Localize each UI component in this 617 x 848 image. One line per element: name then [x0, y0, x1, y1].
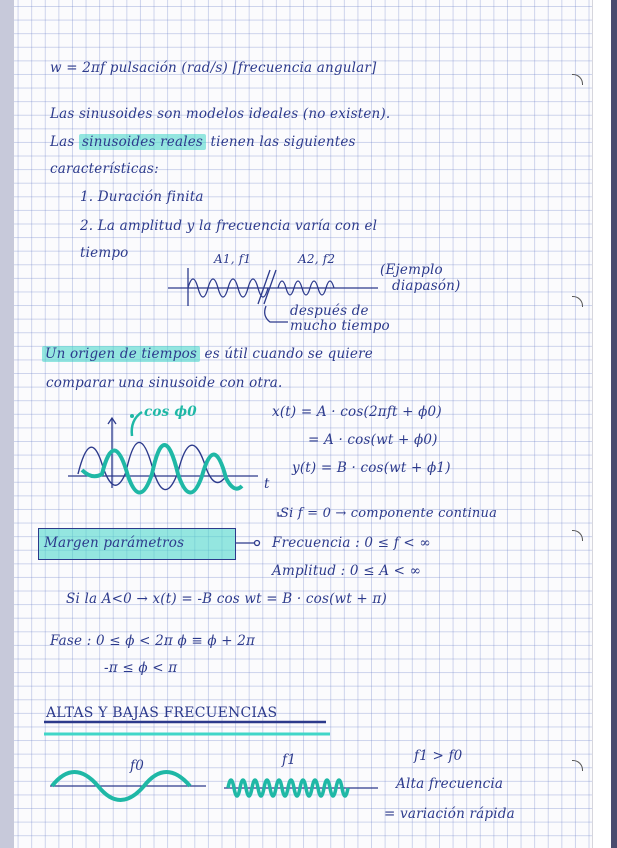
phase-shift-sketch [68, 412, 258, 493]
sketch-break-2 [264, 270, 276, 304]
list-item-1: 1. Duración finita [80, 189, 204, 205]
sketch-arrow [265, 306, 288, 322]
intro-line-3: características: [50, 161, 159, 177]
wave-label-a1f1: A1, f1 [214, 252, 252, 266]
cos-phi0-label: cos ϕ0 [144, 404, 197, 420]
equation-x-t: x(t) = A · cos(2πft + ϕ0) [272, 404, 442, 420]
equation-x-t-omega: = A · cos(wt + ϕ0) [308, 432, 438, 448]
fast-variation-text: = variación rápida [384, 806, 515, 822]
high-frequency-wave [224, 780, 378, 796]
finite-sinusoid-sketch [168, 268, 378, 322]
example-label-2: diapasón) [392, 278, 461, 294]
intro-line-2-pre: Las [50, 134, 75, 150]
low-frequency-wave [50, 772, 206, 800]
phase-sketch-point [130, 414, 134, 418]
highlight-time-origin: Un origen de tiempos [42, 346, 200, 362]
intro-line-2-post: tienen las siguientes [210, 134, 356, 150]
frequency-range: Frecuencia : 0 ≤ f < ∞ [272, 535, 431, 551]
equation-y-t: y(t) = B · cos(wt + ϕ1) [292, 460, 451, 476]
list-item-2-cont: tiempo [80, 245, 129, 261]
high-frequency-text: Alta frecuencia [396, 776, 504, 792]
arrow-box-to-params [236, 512, 282, 546]
axis-t-label: t [264, 476, 270, 492]
list-item-2: 2. La amplitud y la frecuencia varía con el [80, 218, 378, 234]
example-label-1: (Ejemplo [380, 262, 443, 278]
note-f-zero: Si f = 0 → componente continua [280, 506, 498, 521]
omega-definition: w = 2πf pulsación (rad/s) [frecuencia angular] [50, 60, 377, 76]
section-underline [44, 722, 330, 734]
high-freq-label: f1 [282, 752, 296, 768]
time-origin-line-2: comparar una sinusoide con otra. [46, 375, 283, 391]
phase-sketch-wave-teal [82, 445, 242, 493]
phase-range: Fase : 0 ≤ ϕ < 2π ϕ ≡ ϕ + 2π [50, 633, 256, 649]
phase-range-alt: -π ≤ ϕ < π [104, 660, 178, 676]
amplitude-range: Amplitud : 0 ≤ A < ∞ [272, 563, 422, 579]
section-title: ALTAS Y BAJAS FRECUENCIAS [46, 705, 278, 721]
freq-compare: f1 > f0 [414, 748, 463, 764]
sketch-break-1 [258, 270, 270, 304]
highlight-real-sinusoids: sinusoides reales [79, 134, 206, 150]
after-label-1: después de [290, 303, 369, 319]
low-freq-label: f0 [130, 758, 144, 774]
negative-amplitude-note: Si la A<0 → x(t) = -B cos wt = B · cos(wt + π) [66, 591, 387, 607]
intro-line-1: Las sinusoides son modelos ideales (no existen). [50, 106, 391, 122]
time-origin-rest: es útil cuando se quiere [204, 346, 373, 362]
after-label-2: mucho tiempo [290, 318, 390, 334]
margin-parameters-label: Margen parámetros [44, 535, 185, 551]
wave-label-a2f2: A2, f2 [298, 252, 336, 266]
